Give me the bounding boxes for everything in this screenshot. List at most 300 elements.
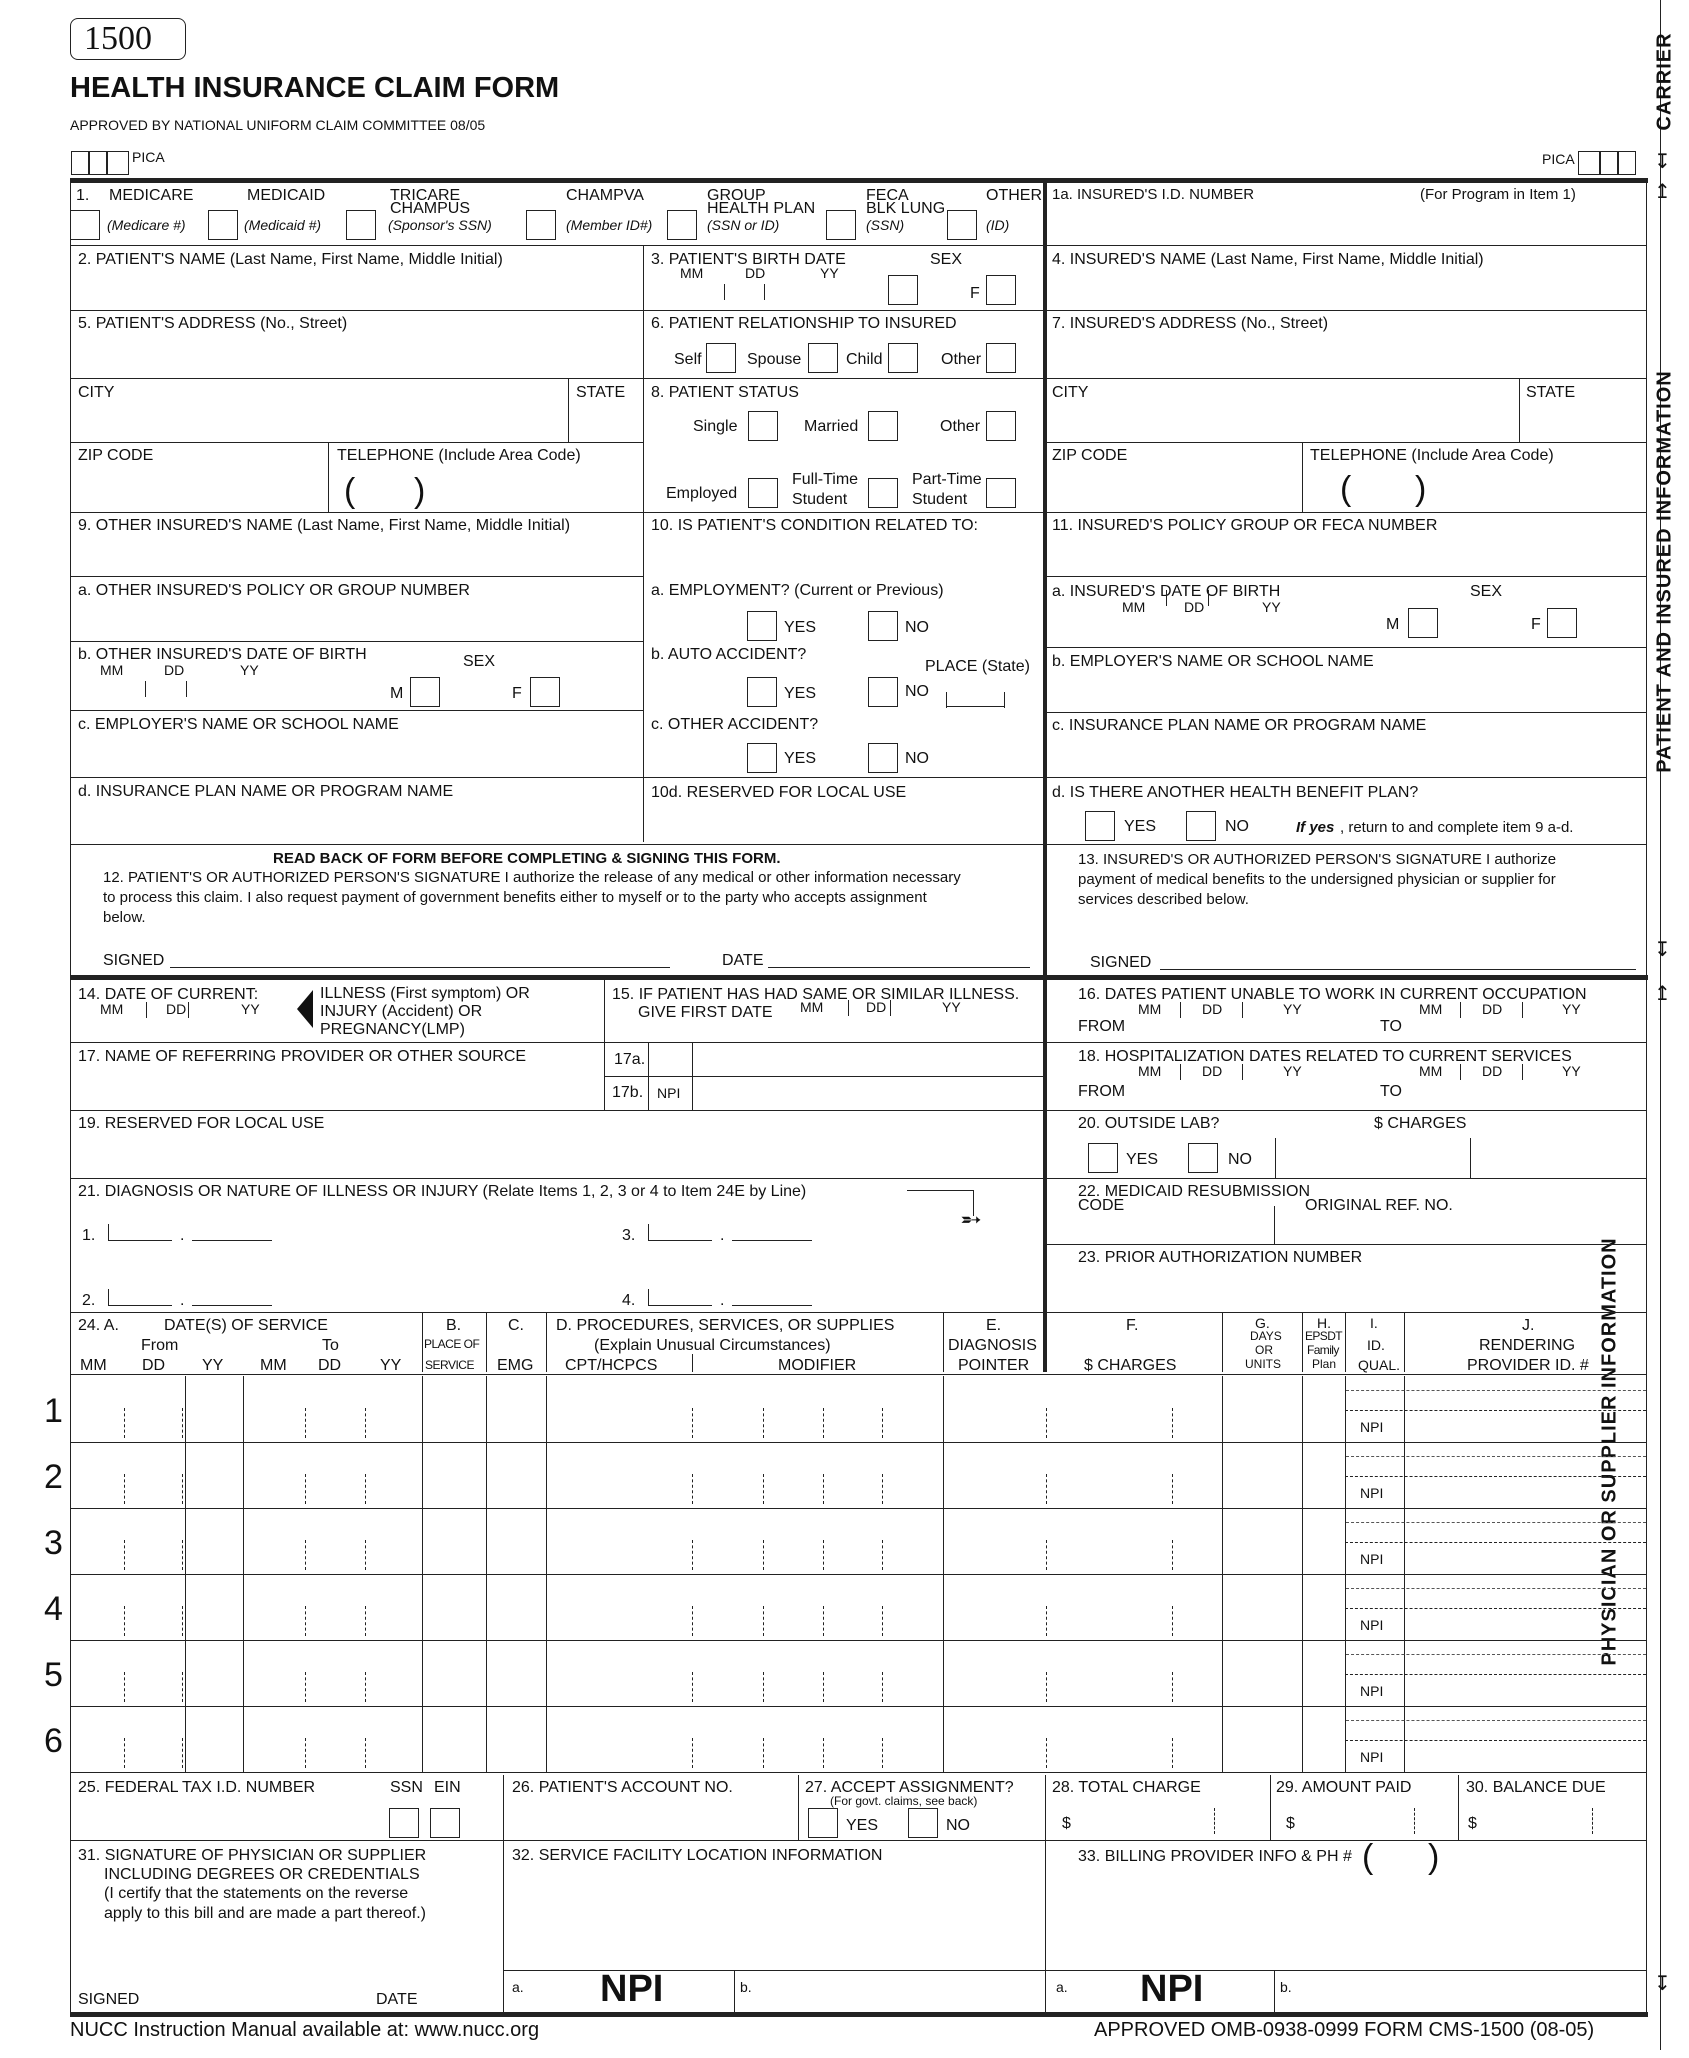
item15-tick-1 (848, 1000, 849, 1016)
item15-line1: 15. IF PATIENT HAS HAD SAME OR SIMILAR ILLNESS. (612, 986, 1020, 1003)
dx-3-num: 3. (622, 1227, 636, 1244)
item2-label: 2. PATIENT'S NAME (Last Name, First Name, Middle Initial) (78, 251, 503, 268)
service-line-dash (763, 1540, 764, 1570)
col-rule-left-1 (643, 245, 644, 842)
item9b-f: F (512, 685, 522, 702)
item18-tick-2 (1242, 1064, 1243, 1080)
dx-1-dot: . (180, 1227, 185, 1244)
dx-2-bracket (108, 1289, 109, 1305)
h24-rule-j (1404, 1312, 1405, 1372)
item3-dd: DD (745, 265, 766, 281)
service-line-col-rule (185, 1508, 186, 1574)
item12-signature-line[interactable] (170, 967, 670, 968)
service-line-dash (182, 1606, 183, 1636)
service-line-dash (1046, 1408, 1047, 1438)
item11a-dd: DD (1184, 599, 1205, 615)
employment-yes-checkbox[interactable] (747, 611, 777, 641)
patient-sex-m-checkbox[interactable] (888, 275, 918, 305)
service-line-dash (823, 1606, 824, 1636)
item24-h3: Plan (1312, 1357, 1337, 1371)
item24-h-dd1: DD (142, 1357, 166, 1374)
service-line-dash (692, 1540, 693, 1570)
rel-child-checkbox[interactable] (888, 343, 918, 373)
item16-dd2: DD (1482, 1001, 1503, 1017)
rel-spouse-checkbox[interactable] (808, 343, 838, 373)
ein-checkbox[interactable] (430, 1808, 460, 1838)
pica-box-left-3[interactable] (107, 151, 129, 175)
row-rule-3 (70, 378, 1646, 379)
service-line-dash (182, 1474, 183, 1504)
service-line-col-rule (1404, 1508, 1405, 1574)
item25-label: 25. FEDERAL TAX I.D. NUMBER (78, 1779, 316, 1796)
item14-tick-1 (146, 1002, 147, 1018)
item9b-yy: YY (240, 662, 259, 678)
status-married: Married (804, 418, 859, 435)
item31-line1: 31. SIGNATURE OF PHYSICIAN OR SUPPLIER (78, 1847, 427, 1864)
service-line-row[interactable] (70, 1706, 1646, 1772)
pica-box-right-3[interactable] (1618, 151, 1636, 175)
mid-rule (70, 975, 1648, 980)
item21-label: 21. DIAGNOSIS OR NATURE OF ILLNESS OR INJURY (Relate Items 1, 2, 3 or 4 to Item 24E by Line) (78, 1183, 807, 1200)
item32-npi-rule (503, 1970, 1646, 1971)
service-line-col-rule (1345, 1442, 1346, 1508)
item13-line2: payment of medical benefits to the undersigned physician or supplier for (1078, 871, 1556, 888)
bracket-arrow-4: ↥ (1654, 983, 1671, 1005)
item18-mm2: MM (1419, 1063, 1443, 1079)
item20-charges: $ CHARGES (1374, 1115, 1467, 1132)
item12-date-line[interactable] (768, 967, 1030, 968)
item24-dates: DATE(S) OF SERVICE (164, 1317, 328, 1334)
outside-lab-yes: YES (1126, 1151, 1159, 1168)
other-checkbox[interactable] (947, 210, 977, 240)
insured-phone-rule (1302, 442, 1303, 512)
service-line-col-rule (243, 1376, 244, 1442)
insured-state-rule (1519, 378, 1520, 442)
dx-4-line-b[interactable] (732, 1305, 812, 1306)
row-rule-4-left (70, 442, 643, 443)
medicare-checkbox[interactable] (70, 210, 100, 240)
service-line-dash (1172, 1738, 1173, 1768)
service-line-dash (124, 1474, 125, 1504)
item25-ssn: SSN (390, 1779, 423, 1796)
item24-h-mm1: MM (80, 1357, 107, 1374)
service-line-col-rule (243, 1574, 244, 1640)
service-line-dash (365, 1672, 366, 1702)
item21-arrow-icon: ➵ (960, 1204, 982, 1234)
row-rule-1 (70, 245, 1646, 246)
h24-rule-g (1222, 1312, 1223, 1372)
ssn-checkbox[interactable] (389, 1808, 419, 1838)
item31-line3: (I certify that the statements on the reverse (104, 1885, 409, 1902)
insured-state-label: STATE (1526, 384, 1576, 401)
service-line-col-rule (546, 1640, 547, 1706)
patient-phone-label: TELEPHONE (Include Area Code) (337, 447, 581, 464)
item18-tick-3 (1460, 1064, 1461, 1080)
item17b: 17b. (612, 1084, 644, 1101)
item28-label: 28. TOTAL CHARGE (1052, 1779, 1201, 1796)
service-line-col-rule (1222, 1574, 1223, 1640)
item15-mm: MM (800, 999, 824, 1015)
row-rule-7-left (70, 641, 643, 642)
service-line-col-rule (486, 1574, 487, 1640)
item17-sub-rule (604, 1076, 1043, 1077)
dx-4-num: 4. (622, 1292, 636, 1309)
place-state-line (946, 706, 1004, 707)
item25-ein: EIN (434, 1779, 461, 1796)
item4-label: 4. INSURED'S NAME (Last Name, First Name, Middle Initial) (1052, 251, 1484, 268)
service-line-dash (305, 1738, 306, 1768)
item28-cents-tick (1214, 1808, 1215, 1834)
item23-label: 23. PRIOR AUTHORIZATION NUMBER (1078, 1249, 1363, 1266)
service-line-col-rule (546, 1574, 547, 1640)
row-rule-13 (70, 1178, 1646, 1179)
rel-self-checkbox[interactable] (706, 343, 736, 373)
form-title: HEALTH INSURANCE CLAIM FORM (70, 72, 560, 104)
service-line-dash (1046, 1606, 1047, 1636)
item29-dollar: $ (1286, 1815, 1295, 1832)
service-line-col-rule (1222, 1640, 1223, 1706)
other-acc-no: NO (905, 750, 929, 767)
physician-info-label: PHYSICIAN OR SUPPLIER INFORMATION (1598, 1237, 1621, 1666)
medicare-sub: (Medicare #) (107, 217, 186, 233)
item24-e2: POINTER (958, 1357, 1030, 1374)
service-line-row[interactable] (70, 1376, 1646, 1442)
service-line-col-rule (486, 1376, 487, 1442)
item11a-sex: SEX (1470, 583, 1503, 600)
service-line-npi-split (1345, 1542, 1646, 1543)
insured-id-input[interactable] (1050, 206, 1640, 242)
service-line-shaded-top (1346, 1456, 1646, 1457)
service-line-dash (823, 1474, 824, 1504)
service-line-dash (823, 1672, 824, 1702)
form-number: 1500 (84, 20, 152, 57)
service-line-npi: NPI (1360, 1551, 1384, 1567)
pica-box-left-1[interactable] (71, 151, 89, 175)
tricare-checkbox[interactable] (346, 210, 376, 240)
service-line-dash (1046, 1540, 1047, 1570)
service-line-col-rule (422, 1574, 423, 1640)
dx-1-line-b[interactable] (192, 1240, 272, 1241)
rel-other-checkbox[interactable] (986, 343, 1016, 373)
item24-cpt: CPT/HCPCS (565, 1357, 658, 1374)
item11a-f: F (1531, 616, 1541, 633)
item24-f: F. (1126, 1317, 1139, 1334)
item24-modifier: MODIFIER (778, 1357, 857, 1374)
item11c-label: c. INSURANCE PLAN NAME OR PROGRAM NAME (1052, 717, 1427, 734)
item20-label: 20. OUTSIDE LAB? (1078, 1115, 1220, 1132)
service-line-dash (882, 1540, 883, 1570)
outside-lab-yes-checkbox[interactable] (1088, 1143, 1118, 1173)
item13-signature-line[interactable] (1160, 969, 1636, 970)
item32-npi-split (734, 1970, 735, 2012)
row-rule-11 (70, 1042, 1646, 1043)
pica-box-left-2[interactable] (89, 151, 107, 175)
service-line-dash (1172, 1606, 1173, 1636)
status-other-checkbox[interactable] (986, 411, 1016, 441)
row-rule-4-right (1045, 442, 1646, 443)
another-plan-yes-checkbox[interactable] (1085, 811, 1115, 841)
item3-label: 3. PATIENT'S BIRTH DATE (651, 251, 846, 268)
dx-2-line-a[interactable] (108, 1305, 172, 1306)
medicaid-checkbox[interactable] (208, 210, 238, 240)
employment-no-checkbox[interactable] (868, 611, 898, 641)
item24-place2: SERVICE (425, 1358, 474, 1372)
service-line-col-rule (1345, 1376, 1346, 1442)
medicaid-label: MEDICAID (247, 187, 326, 204)
other-insured-sex-m-checkbox[interactable] (410, 677, 440, 707)
service-line-col-rule (1302, 1508, 1303, 1574)
item14-line3: PREGNANCY(LMP) (320, 1021, 465, 1038)
item30-rule (1458, 1775, 1459, 1840)
item24-d: D. PROCEDURES, SERVICES, OR SUPPLIES (556, 1317, 895, 1334)
service-line-col-rule (486, 1640, 487, 1706)
item9b-dd: DD (164, 662, 185, 678)
item10b-place: PLACE (State) (925, 658, 1030, 675)
service-line-dash (882, 1606, 883, 1636)
service-line-row[interactable] (70, 1442, 1646, 1508)
patient-sex-f-checkbox[interactable] (986, 275, 1016, 305)
employment-no: NO (905, 619, 929, 636)
item23-rule (1045, 1244, 1646, 1245)
item32-rule (503, 1840, 504, 2012)
insured-sex-f-checkbox[interactable] (1547, 608, 1577, 638)
service-line-rule (70, 1772, 1646, 1773)
item16-tick-3 (1460, 1002, 1461, 1018)
other-label: OTHER (986, 187, 1042, 204)
status-employed-checkbox[interactable] (748, 478, 778, 508)
service-line-dash (1172, 1474, 1173, 1504)
service-line-dash (365, 1738, 366, 1768)
service-line-col-rule (943, 1706, 944, 1772)
service-line-npi: NPI (1360, 1617, 1384, 1633)
service-line-col-rule (1404, 1376, 1405, 1442)
service-line-col-rule (243, 1640, 244, 1706)
blk-lung-label: BLK LUNG (866, 200, 946, 217)
row-rule-14 (70, 1312, 1646, 1313)
accept-no: NO (946, 1817, 970, 1834)
service-line-dash (124, 1408, 125, 1438)
bracket-arrow-5: ↧ (1654, 1973, 1671, 1995)
status-parttime-checkbox[interactable] (986, 478, 1016, 508)
service-line-col-rule (185, 1640, 186, 1706)
status-employed: Employed (666, 485, 738, 502)
service-line-npi-split (1345, 1476, 1646, 1477)
item24-h-mm2: MM (260, 1357, 287, 1374)
service-line-dash (365, 1606, 366, 1636)
item15-yy: YY (942, 999, 961, 1015)
item31-line2: INCLUDING DEGREES OR CREDENTIALS (104, 1866, 420, 1883)
another-plan-no: NO (1225, 818, 1249, 835)
other-sub: (ID) (986, 217, 1010, 233)
group-label: GROUP (707, 187, 766, 204)
accept-yes-checkbox[interactable] (808, 1808, 838, 1838)
h24-rule-mod (692, 1354, 693, 1372)
service-line-number: 1 (44, 1392, 63, 1430)
item30-dollar: $ (1468, 1815, 1477, 1832)
service-line-dash (882, 1738, 883, 1768)
service-line-shaded-top (1346, 1390, 1646, 1391)
other-acc-no-checkbox[interactable] (868, 743, 898, 773)
other-acc-yes-checkbox[interactable] (747, 743, 777, 773)
item33-a: a. (1056, 1979, 1068, 1995)
item13-line1: 13. INSURED'S OR AUTHORIZED PERSON'S SIGNATURE I authorize (1078, 851, 1557, 868)
group-checkbox[interactable] (667, 210, 697, 240)
dx-4-line-a[interactable] (648, 1305, 712, 1306)
service-line-dash (1172, 1672, 1173, 1702)
group-sub: (SSN or ID) (707, 217, 780, 233)
outside-lab-no-checkbox[interactable] (1188, 1143, 1218, 1173)
service-line-npi-split (1345, 1410, 1646, 1411)
patient-zip-label: ZIP CODE (78, 447, 154, 464)
service-line-col-rule (1302, 1442, 1303, 1508)
item16-mm1: MM (1138, 1001, 1162, 1017)
service-line-dash (763, 1606, 764, 1636)
item18-dd2: DD (1482, 1063, 1503, 1079)
item24-i: I. (1370, 1315, 1378, 1331)
insured-phone-paren-close: ) (1415, 470, 1427, 508)
dx-2-line-b[interactable] (192, 1305, 272, 1306)
place-state-tick-r (1004, 692, 1005, 708)
item32-b: b. (740, 1979, 752, 1995)
item1-num: 1. (76, 187, 90, 204)
item11b-label: b. EMPLOYER'S NAME OR SCHOOL NAME (1052, 653, 1374, 670)
item1a-note: (For Program in Item 1) (1420, 186, 1576, 203)
service-line-col-rule (486, 1442, 487, 1508)
patient-phone-rule (328, 442, 329, 512)
top-rule (70, 178, 1648, 183)
item13-signed: SIGNED (1090, 954, 1152, 971)
service-line-col-rule (486, 1706, 487, 1772)
status-single-checkbox[interactable] (748, 411, 778, 441)
item33-npi: NPI (1140, 1968, 1204, 2010)
status-parttime: Part-Time (912, 471, 982, 488)
other-insured-sex-f-checkbox[interactable] (530, 677, 560, 707)
service-line-col-rule (1302, 1640, 1303, 1706)
accept-yes: YES (846, 1817, 879, 1834)
item14-line2: INJURY (Accident) OR (320, 1003, 483, 1020)
service-line-col-rule (422, 1640, 423, 1706)
item24-place1: PLACE OF (424, 1337, 480, 1351)
item24-i2: QUAL. (1358, 1357, 1401, 1373)
item14-tick-2 (188, 1002, 189, 1018)
item11a-tick-1 (1166, 590, 1167, 606)
status-married-checkbox[interactable] (868, 411, 898, 441)
service-line-col-rule (1222, 1376, 1223, 1442)
service-line-dash (692, 1672, 693, 1702)
item17-label: 17. NAME OF REFERRING PROVIDER OR OTHER SOURCE (78, 1048, 527, 1065)
right-rule (1646, 180, 1647, 2014)
item20-rule-2 (1470, 1138, 1471, 1178)
read-back-note: READ BACK OF FORM BEFORE COMPLETING & SIGNING THIS FORM. (273, 850, 781, 867)
item24-to: To (322, 1337, 339, 1354)
item24-c: C. (508, 1317, 524, 1334)
service-line-row[interactable] (70, 1508, 1646, 1574)
dx-1-line-a[interactable] (108, 1240, 172, 1241)
another-plan-no-checkbox[interactable] (1186, 811, 1216, 841)
item5-label: 5. PATIENT'S ADDRESS (No., Street) (78, 315, 348, 332)
h24-rule-b (422, 1312, 423, 1372)
pica-box-right-1[interactable] (1578, 151, 1600, 175)
service-line-col-rule (1345, 1640, 1346, 1706)
champus-label: CHAMPUS (390, 200, 471, 217)
dx-3-line-b[interactable] (732, 1240, 812, 1241)
item14-label: 14. DATE OF CURRENT: (78, 986, 259, 1003)
item12-signed: SIGNED (103, 952, 165, 969)
auto-no-checkbox[interactable] (868, 677, 898, 707)
item33-paren-open: ( (1362, 1838, 1374, 1876)
item16-to: TO (1380, 1018, 1402, 1035)
service-line-npi: NPI (1360, 1683, 1384, 1699)
item18-yy1: YY (1283, 1063, 1302, 1079)
service-line-col-rule (422, 1376, 423, 1442)
service-line-dash (305, 1408, 306, 1438)
service-line-col-rule (943, 1640, 944, 1706)
bracket-arrow-3: ↧ (1654, 939, 1671, 961)
item14-yy: YY (241, 1001, 260, 1017)
service-line-row[interactable] (70, 1574, 1646, 1640)
patient-city-label: CITY (78, 384, 115, 401)
status-fulltime-checkbox[interactable] (868, 478, 898, 508)
service-line-dash (823, 1738, 824, 1768)
item3-yy: YY (820, 265, 839, 281)
footer-left: NUCC Instruction Manual available at: www.nucc.org (70, 2019, 540, 2041)
item30-cents-tick (1592, 1808, 1593, 1834)
service-line-dash (823, 1540, 824, 1570)
item14-line1: ILLNESS (First symptom) OR (320, 985, 530, 1002)
item28-dollar: $ (1062, 1815, 1071, 1832)
dx-4-dot: . (720, 1292, 725, 1309)
dx-2-num: 2. (82, 1292, 96, 1309)
auto-yes-checkbox[interactable] (747, 677, 777, 707)
patient-state-rule (568, 378, 569, 442)
item12-line1: 12. PATIENT'S OR AUTHORIZED PERSON'S SIGNATURE I authorize the release of any medical or other information necessary (103, 869, 961, 886)
item33-paren-close: ) (1428, 1838, 1440, 1876)
service-line-dash (305, 1672, 306, 1702)
outside-lab-no: NO (1228, 1151, 1252, 1168)
row-rule-5 (70, 512, 1646, 513)
service-line-npi-split (1345, 1608, 1646, 1609)
medicare-label: MEDICARE (109, 187, 194, 204)
item9-label: 9. OTHER INSURED'S NAME (Last Name, First Name, Middle Initial) (78, 517, 571, 534)
insured-sex-m-checkbox[interactable] (1408, 608, 1438, 638)
service-line-dash (763, 1738, 764, 1768)
item14-dd: DD (166, 1001, 187, 1017)
accept-no-checkbox[interactable] (908, 1808, 938, 1838)
item16-dd1: DD (1202, 1001, 1223, 1017)
pica-left-label: PICA (132, 149, 165, 165)
service-line-col-rule (185, 1442, 186, 1508)
item29-label: 29. AMOUNT PAID (1276, 1779, 1412, 1796)
status-single: Single (693, 418, 738, 435)
h24-rule-i (1345, 1312, 1346, 1372)
item24-d2: (Explain Unusual Circumstances) (594, 1337, 831, 1354)
service-line-dash (882, 1408, 883, 1438)
champva-checkbox[interactable] (526, 210, 556, 240)
service-line-dash (305, 1474, 306, 1504)
item10d-label: 10d. RESERVED FOR LOCAL USE (651, 784, 907, 801)
service-line-col-rule (243, 1442, 244, 1508)
service-line-row[interactable] (70, 1640, 1646, 1706)
rel-child: Child (846, 351, 883, 368)
dx-3-line-a[interactable] (648, 1240, 712, 1241)
item13-line3: services described below. (1078, 891, 1249, 908)
item33-npi-split (1274, 1970, 1275, 2012)
carrier-label: CARRIER (1653, 32, 1676, 131)
service-line-col-rule (1404, 1442, 1405, 1508)
pica-box-right-2[interactable] (1600, 151, 1618, 175)
feca-checkbox[interactable] (826, 210, 856, 240)
item10b-label: b. AUTO ACCIDENT? (651, 646, 807, 663)
